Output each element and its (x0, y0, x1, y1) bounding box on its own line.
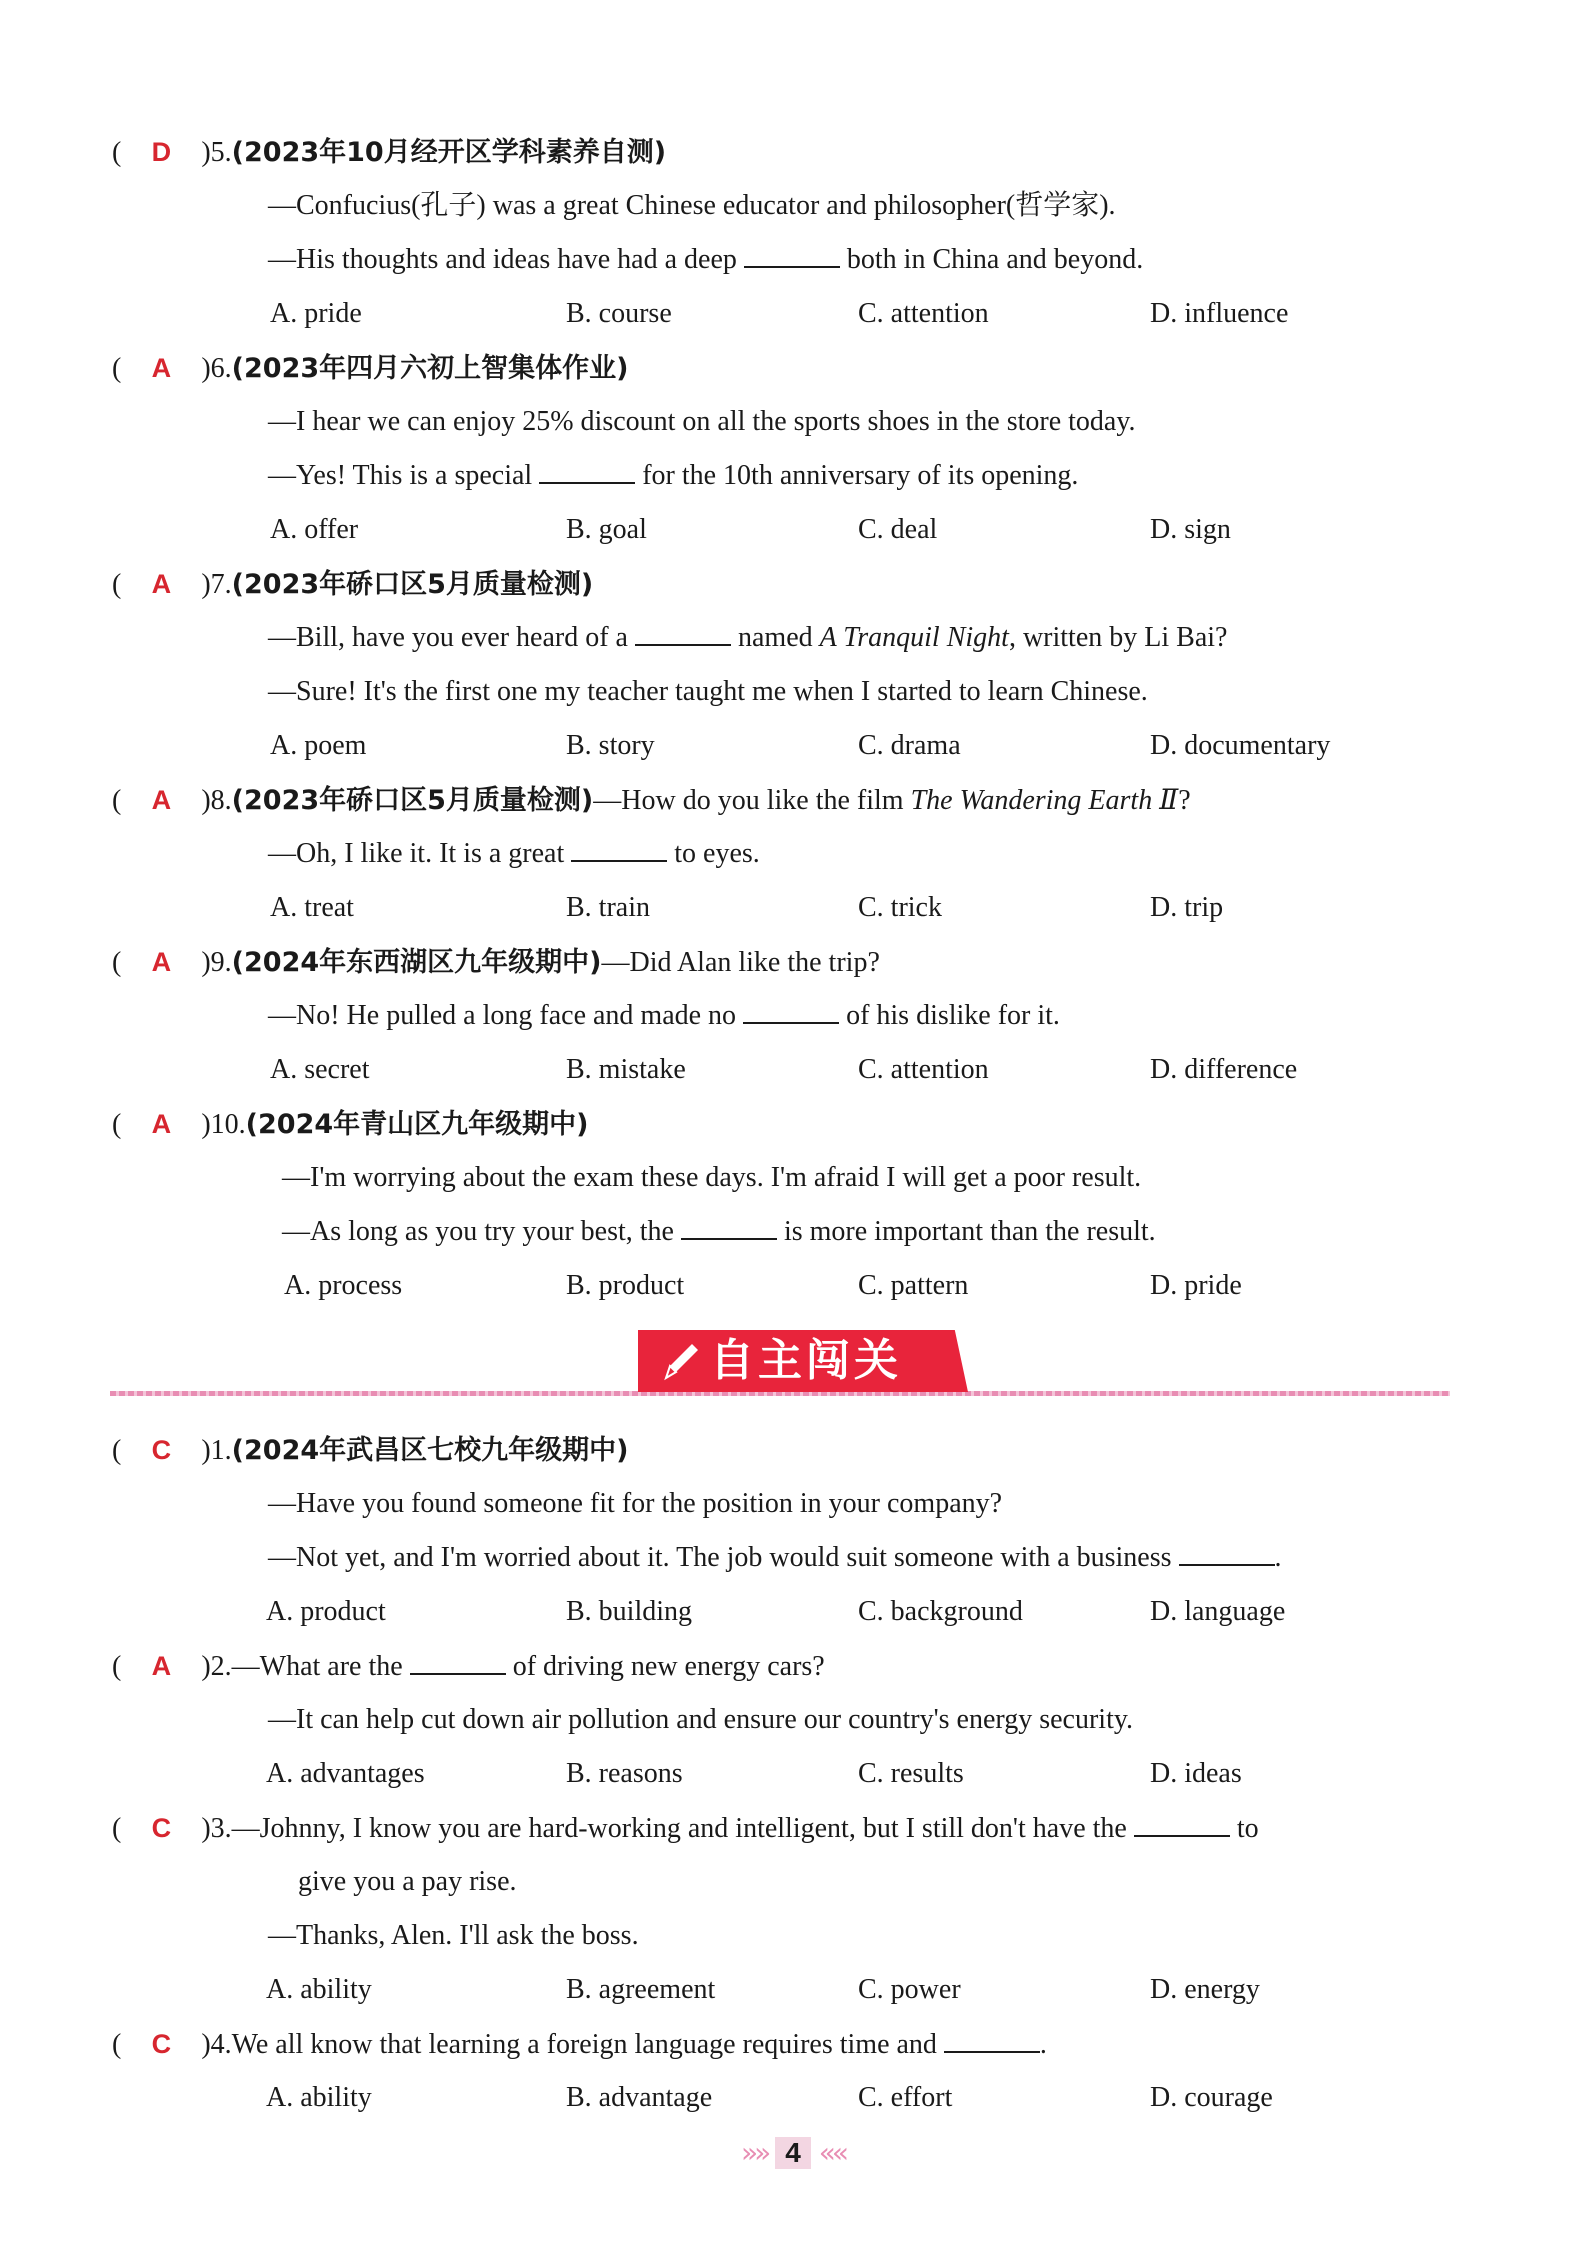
answer-mark: D (151, 137, 172, 167)
option-a: A. poem (270, 730, 367, 761)
answer-mark: A (151, 947, 172, 977)
question-head: ( A )9.(2024年东西湖区九年级期中)—Did Alan like the trip? (112, 944, 880, 981)
option-a: A. secret (270, 1054, 370, 1085)
option-b: B. train (566, 892, 650, 923)
question-number: 5. (210, 137, 232, 168)
option-c: C. power (858, 1974, 961, 2005)
question-line: —Oh, I like it. It is a great to eyes. (268, 838, 760, 869)
question-stem: —What are the of driving new energy cars? (231, 1651, 825, 1682)
question-head: ( C )1.(2024年武昌区七校九年级期中) (112, 1432, 628, 1469)
question-line: —I hear we can enjoy 25% discount on all the sports shoes in the store today. (268, 406, 1136, 437)
question-number: 2. (210, 1651, 232, 1682)
option-b: B. product (566, 1270, 685, 1301)
option-c: C. attention (858, 1054, 989, 1085)
option-a: A. offer (270, 514, 359, 545)
option-c: C. drama (858, 730, 961, 761)
question-number: 1. (210, 1435, 232, 1466)
answer-mark: A (151, 785, 172, 815)
option-d: D. ideas (1150, 1758, 1242, 1789)
answer-mark: C (151, 1813, 172, 1843)
page-footer (0, 2136, 1586, 2176)
option-d: D. documentary (1150, 730, 1331, 761)
question-head: ( D )5.(2023年10月经开区学科素养自测) (112, 134, 666, 171)
question-line: give you a pay rise. (298, 1866, 517, 1897)
question-source: (2023年10月经开区学科素养自测) (231, 137, 667, 168)
option-a: A. ability (266, 1974, 372, 2005)
question-stem: —Johnny, I know you are hard-working and intelligent, but I still don't have the to (231, 1813, 1259, 1844)
option-b: B. mistake (566, 1054, 686, 1085)
question-stem: We all know that learning a foreign language requires time and . (231, 2029, 1047, 2060)
question-head: ( A )10.(2024年青山区九年级期中) (112, 1106, 588, 1143)
section-banner (638, 1330, 968, 1392)
option-a: A. treat (270, 892, 354, 923)
option-b: B. advantage (566, 2082, 713, 2113)
option-b: B. agreement (566, 1974, 716, 2005)
question-stem: —Did Alan like the trip? (601, 947, 880, 978)
question-source: (2024年东西湖区九年级期中) (231, 947, 602, 978)
question-stem: —How do you like the film The Wandering Earth Ⅱ? (593, 785, 1191, 816)
answer-mark: A (151, 353, 172, 383)
option-c: C. effort (858, 2082, 953, 2113)
option-a: A. advantages (266, 1758, 425, 1789)
question-head: ( C )4.We all know that learning a foreign language requires time and . (112, 2026, 1047, 2063)
question-number: 8. (210, 785, 232, 816)
option-a: A. pride (270, 298, 362, 329)
question-head: ( A )6.(2023年四月六初上智集体作业) (112, 350, 628, 387)
question-line: —Confucius(孔子) was a great Chinese educator and philosopher(哲学家). (268, 190, 1116, 221)
question-line: —No! He pulled a long face and made no of his dislike for it. (268, 1000, 1060, 1031)
question-line: —It can help cut down air pollution and ensure our country's energy security. (268, 1704, 1134, 1735)
option-a: A. ability (266, 2082, 372, 2113)
option-d: D. influence (1150, 298, 1289, 329)
question-line: —Sure! It's the first one my teacher taught me when I started to learn Chinese. (268, 676, 1148, 707)
answer-mark: A (151, 1109, 172, 1139)
question-line: —I'm worrying about the exam these days. I'm afraid I will get a poor result. (282, 1162, 1142, 1193)
answer-mark: C (151, 1435, 172, 1465)
option-b: B. course (566, 298, 672, 329)
question-head: ( C )3.—Johnny, I know you are hard-working and intelligent, but I still don't have the to (112, 1810, 1259, 1847)
answer-mark: C (151, 2029, 172, 2059)
option-a: A. product (266, 1596, 386, 1627)
question-line: —Not yet, and I'm worried about it. The job would suit someone with a business . (268, 1542, 1282, 1573)
question-head: ( A )8.(2023年硚口区5月质量检测)—How do you like the film The Wandering Earth Ⅱ? (112, 782, 1191, 819)
option-d: D. pride (1150, 1270, 1242, 1301)
question-source: (2023年四月六初上智集体作业) (231, 353, 629, 384)
question-number: 6. (210, 353, 232, 384)
question-source: (2024年武昌区七校九年级期中) (231, 1435, 629, 1466)
page-number: 4 (775, 2137, 811, 2169)
option-b: B. building (566, 1596, 693, 1627)
question-line: —His thoughts and ideas have had a deep both in China and beyond. (268, 244, 1144, 275)
question-source: (2023年硚口区5月质量检测) (231, 785, 594, 816)
question-line: —Have you found someone fit for the position in your company? (268, 1488, 1003, 1519)
question-number: 10. (210, 1109, 246, 1140)
pencil-icon (658, 1338, 704, 1384)
option-c: C. deal (858, 514, 938, 545)
answer-mark: A (151, 569, 172, 599)
question-head: ( A )7.(2023年硚口区5月质量检测) (112, 566, 593, 603)
question-number: 3. (210, 1813, 232, 1844)
option-b: B. goal (566, 514, 647, 545)
question-source: (2024年青山区九年级期中) (245, 1109, 589, 1140)
question-number: 9. (210, 947, 232, 978)
question-head: ( A )2.—What are the of driving new energy cars? (112, 1648, 825, 1685)
option-b: B. reasons (566, 1758, 683, 1789)
option-c: C. attention (858, 298, 989, 329)
option-c: C. pattern (858, 1270, 969, 1301)
chevron-left-icon: «« (818, 2136, 846, 2169)
option-d: D. difference (1150, 1054, 1298, 1085)
question-line: —Thanks, Alen. I'll ask the boss. (268, 1920, 639, 1951)
option-d: D. sign (1150, 514, 1231, 545)
question-line: —Yes! This is a special for the 10th anniversary of its opening. (268, 460, 1079, 491)
question-number: 7. (210, 569, 232, 600)
option-c: C. results (858, 1758, 964, 1789)
option-c: C. background (858, 1596, 1023, 1627)
question-number: 4. (210, 2029, 232, 2060)
question-source: (2023年硚口区5月质量检测) (231, 569, 594, 600)
option-d: D. energy (1150, 1974, 1260, 2005)
option-a: A. process (284, 1270, 403, 1301)
option-c: C. trick (858, 892, 942, 923)
question-line: —Bill, have you ever heard of a named A Tranquil Night, written by Li Bai? (268, 622, 1228, 653)
option-d: D. trip (1150, 892, 1224, 923)
option-b: B. story (566, 730, 655, 761)
option-d: D. language (1150, 1596, 1286, 1627)
section-title: 自主闯关 (710, 1335, 902, 1386)
question-line: —As long as you try your best, the is more important than the result. (282, 1216, 1156, 1247)
answer-mark: A (151, 1651, 172, 1681)
option-d: D. courage (1150, 2082, 1273, 2113)
chevron-right-icon: »» (740, 2136, 768, 2169)
